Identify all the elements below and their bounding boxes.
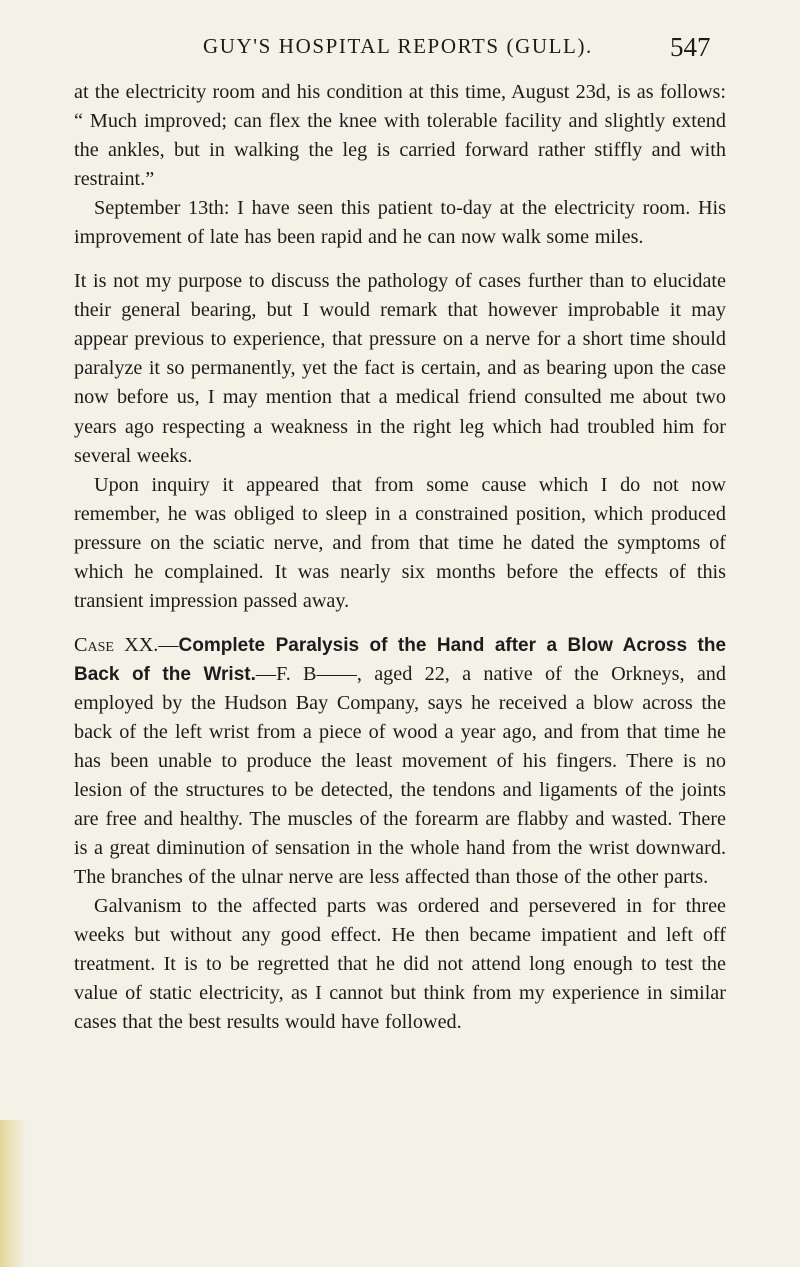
- paragraph-september: September 13th: I have seen this patient to-day at the electricity room. His improvement of late has been rapid and he can now walk some miles.: [74, 197, 726, 249]
- paragraph-galvanism: Galvanism to the affected parts was ordered and persevered in for three weeks but without any good effect. He then became impatient and left off treatment. It is to be regretted that he did not attend long enough to test the value of static electricity, as I cannot but think from my experience in similar cases that the best results would have followed.: [74, 895, 726, 1034]
- page-edge-shadow: [0, 1120, 26, 1267]
- body-text: [74, 78, 726, 1038]
- paragraph-inquiry: Upon inquiry it appeared that from some cause which I do not now remember, he was obliged to sleep in a constrained position, which produced pressure on the sciatic nerve, and from that time he dated the symptoms of which he complained. It was nearly six months before the effects of this transient impression passed away.: [74, 473, 726, 612]
- paragraph-continued: at the electricity room and his condition at this time, August 23d, is as follows: “ Much improved; can flex the knee with tolerable facility and slightly extend the ankles, but in walking the leg is carried forward rather stiffly and with restraint.”: [74, 81, 726, 191]
- case-label: Case XX.: [74, 633, 159, 656]
- case-text: —F. B——, aged 22, a native of the Orkneys, and employed by the Hudson Bay Company, says he received a blow across the back of the left wrist from a piece of wood a year ago, and from that time he has been unable to produce the least movement of his fingers. There is no lesion of the structures to be detected, the tendons and ligaments of the joints are free and healthy. The muscles of the forearm are flabby and wasted. There is a great diminution of sensation in the whole hand from the wrist downward. The branches of the ulnar nerve are less affected than those of the other parts.: [74, 662, 726, 889]
- case-dash: —: [158, 633, 179, 656]
- case-paragraph: [74, 631, 726, 892]
- running-title: GUY'S HOSPITAL REPORTS (GULL).: [203, 34, 593, 58]
- running-head: [0, 34, 800, 66]
- page-number: 547: [670, 32, 711, 62]
- paragraph-pathology: It is not my purpose to discuss the pathology of cases further than to elucidate their general bearing, but I would remark that however improbable it may appear previous to experience, that pressure on a nerve for a short time should paralyze it so permanently, yet the fact is certain, and as bearing upon the case now before us, I may mention that a medical friend consulted me about two years ago respecting a weakness in the right leg which had troubled him for several weeks.: [74, 270, 726, 467]
- case-title: Complete Paralysis of the Hand after a Blow Across the Back of the Wrist.: [74, 634, 727, 685]
